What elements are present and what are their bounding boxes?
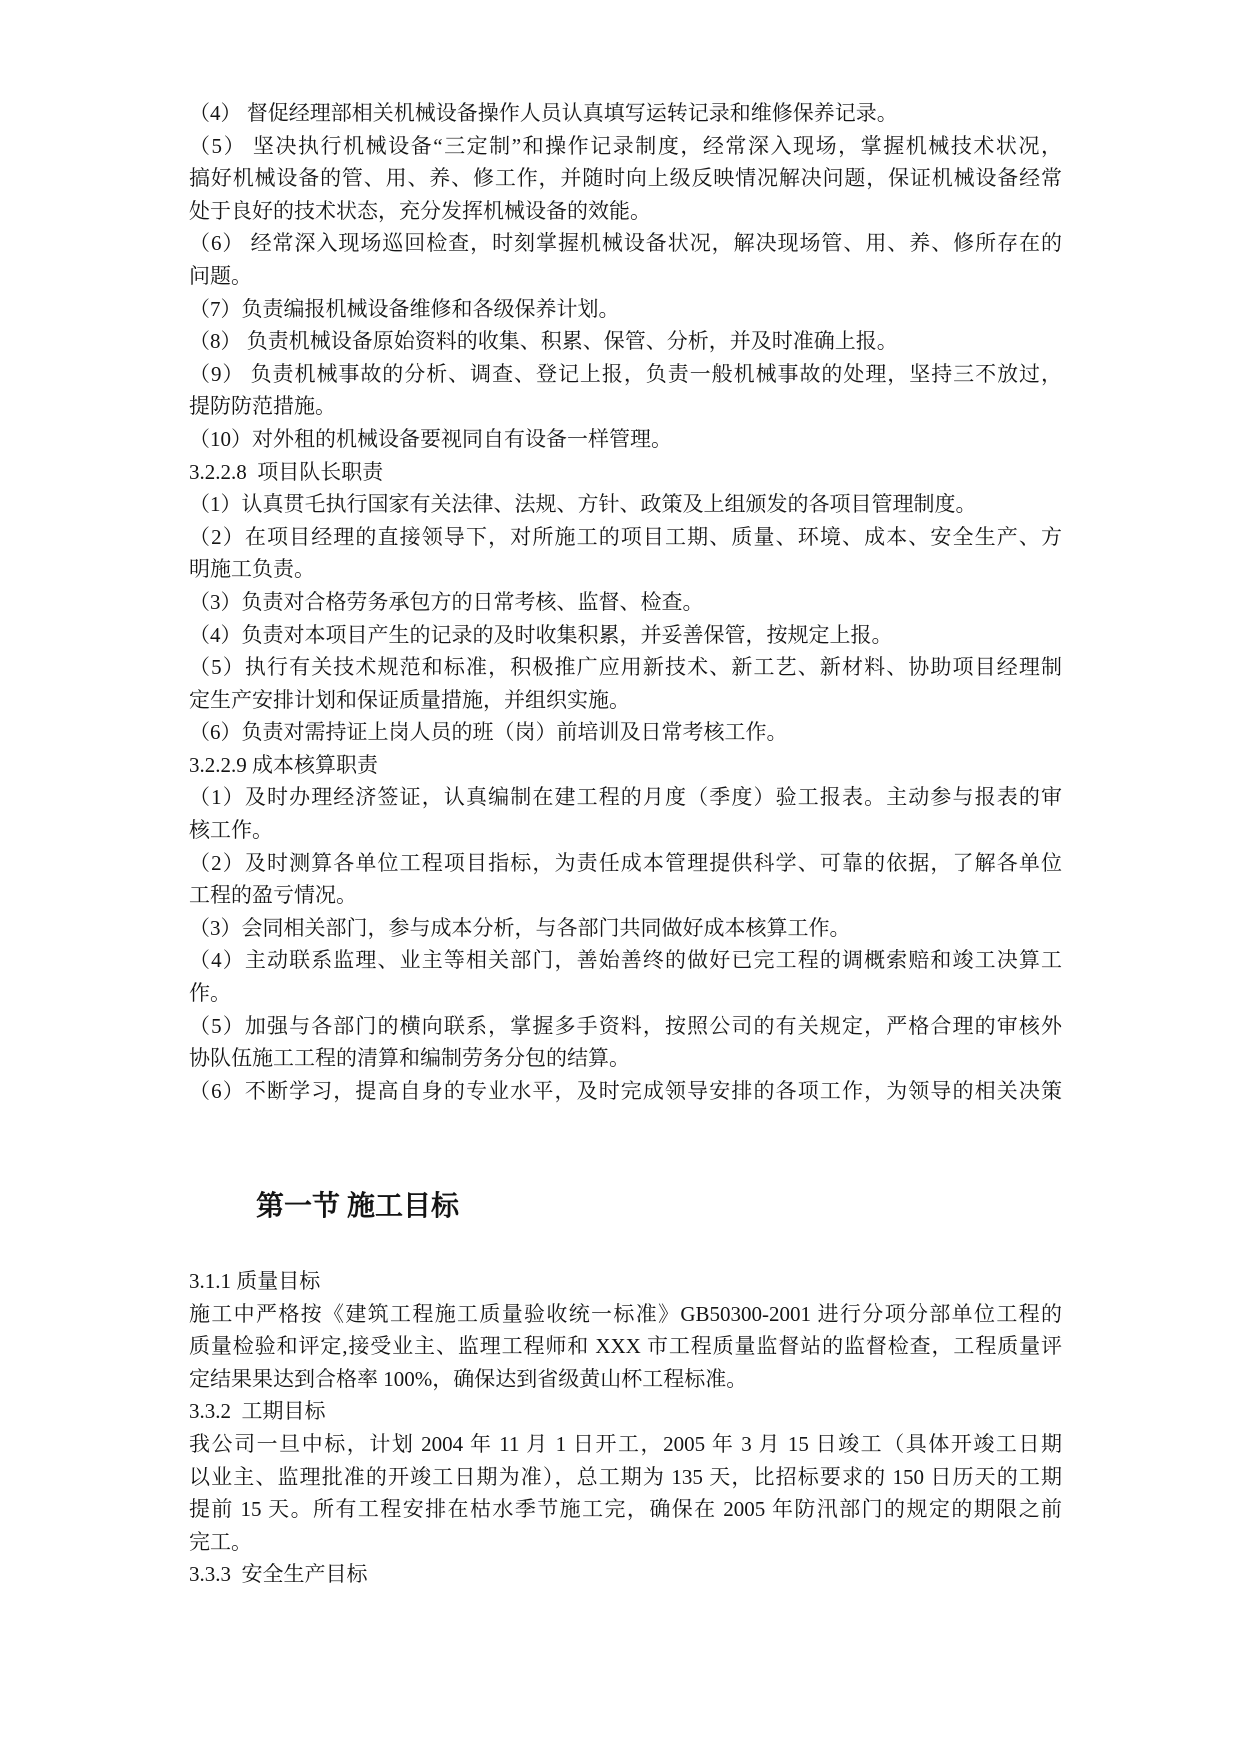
text-line: 提防防范措施。	[189, 394, 336, 419]
responsibilities-section	[189, 97, 1062, 1107]
text-line: （3）负责对合格劳务承包方的日常考核、监督、检查。	[189, 589, 704, 614]
duty-item	[189, 358, 1062, 423]
text-line: 处于良好的技术状态，充分发挥机械设备的效能。	[189, 198, 651, 223]
text-line: （4）负责对本项目产生的记录的及时收集积累，并妥善保管，按规定上报。	[189, 622, 893, 647]
duty-item	[189, 1075, 1062, 1108]
text-line: 完工。	[189, 1529, 252, 1554]
text-line: （10）对外租的机械设备要视同自有设备一样管理。	[189, 426, 672, 451]
text-line: 提前 15 天。所有工程安排在枯水季节施工完，确保在 2005 年防汛部门的规定的期限之前	[189, 1497, 1062, 1522]
text-line: （1）认真贯乇执行国家有关法律、法规、方针、政策及上组颁发的各项目管理制度。	[189, 492, 977, 517]
duty-item	[189, 912, 1062, 945]
duty-item	[189, 619, 1062, 652]
duty-item	[189, 423, 1062, 456]
duty-item	[189, 488, 1062, 521]
text-line: 作。	[189, 981, 231, 1006]
duty-item	[189, 521, 1062, 586]
text-line: （7）负责编报机械设备维修和各级保养计划。	[189, 296, 620, 321]
text-line: （2）在项目经理的直接领导下，对所施工的项目工期、质量、环境、成本、安全生产、方	[189, 524, 1062, 549]
duty-item	[189, 847, 1062, 912]
text-line: （1）及时办理经济签证，认真编制在建工程的月度（季度）验工报表。主动参与报表的审	[189, 785, 1062, 810]
text-line: 我公司一旦中标，计划 2004 年 11 月 1 日开工，2005 年 3 月 15 日竣工（具体开竣工日期	[189, 1431, 1062, 1456]
cost-accounting-duties	[189, 749, 1062, 1108]
quality-target	[189, 1265, 1062, 1395]
targets-section	[189, 1265, 1062, 1591]
text-line: （6）负责对需持证上岗人员的班（岗）前培训及日常考核工作。	[189, 720, 788, 745]
text-line: （5）执行有关技术规范和标准，积极推广应用新技术、新工艺、新材料、协助项目经理制	[189, 655, 1062, 680]
text-line: 施工中严格按《建筑工程施工质量验收统一标准》GB50300-2001 进行分项分部单位工程的	[189, 1301, 1062, 1326]
duty-item	[189, 293, 1062, 326]
text-line: （5） 坚决执行机械设备“三定制”和操作记录制度，经常深入现场，掌握机械技术状况，	[189, 133, 1062, 158]
text-line: （4） 督促经理部相关机械设备操作人员认真填写运转记录和维修保养记录。	[189, 101, 898, 125]
text-line: 明施工负责。	[189, 557, 315, 582]
section-heading: 3.1.1 质量目标	[189, 1269, 321, 1293]
text-line: 以业主、监理批准的开竣工日期为准），总工期为 135 天，比招标要求的 150 日历天的工期	[189, 1464, 1062, 1489]
duty-item	[189, 944, 1062, 1009]
section-heading: 3.3.2 工期目标	[189, 1399, 326, 1424]
section-title: 第一节 施工目标	[256, 1191, 460, 1222]
text-line: （2）及时测算各单位工程项目指标，为责任成本管理提供科学、可靠的依据，了解各单位	[189, 850, 1062, 875]
duty-item	[189, 227, 1062, 292]
text-line: （3）会同相关部门，参与成本分析，与各部门共同做好成本核算工作。	[189, 915, 851, 940]
duty-item	[189, 325, 1062, 358]
text-line: 定生产安排计划和保证质量措施，并组织实施。	[189, 687, 630, 712]
team-leader-duties	[189, 456, 1062, 749]
duty-item	[189, 97, 1062, 130]
section-heading: 3.2.2.9 成本核算职责	[189, 752, 378, 777]
text-line: （8） 负责机械设备原始资料的收集、积累、保管、分析，并及时准确上报。	[189, 329, 898, 354]
text-line: （4）主动联系监理、业主等相关部门，善始善终的做好已完工程的调概索赔和竣工决算工	[189, 948, 1062, 973]
duty-item	[189, 651, 1062, 716]
section-heading: 3.2.2.8 项目队长职责	[189, 459, 384, 484]
text-line: （9） 负责机械事故的分析、调查、登记上报，负责一般机械事故的处理，坚持三不放过，	[189, 361, 1062, 386]
duty-item	[189, 586, 1062, 619]
duty-item	[189, 716, 1062, 749]
machine-duties-list	[189, 97, 1062, 456]
text-line: 问题。	[189, 263, 252, 288]
text-line: （6）不断学习，提高自身的专业水平，及时完成领导安排的各项工作，为领导的相关决策	[189, 1078, 1062, 1103]
text-line: （6） 经常深入现场巡回检查，时刻掌握机械设备状况，解决现场管、用、养、修所存在的	[189, 231, 1062, 256]
text-line: 搞好机械设备的管、用、养、修工作，并随时向上级反映情况解决问题，保证机械设备经常	[189, 166, 1062, 191]
duty-item	[189, 781, 1062, 846]
text-line: （5）加强与各部门的横向联系，掌握多手资料，按照公司的有关规定，严格合理的审核外	[189, 1013, 1062, 1038]
text-line: 工程的盈亏情况。	[189, 883, 357, 908]
safety-target	[189, 1558, 1062, 1591]
text-line: 质量检验和评定,接受业主、监理工程师和 XXX 市工程质量监督站的监督检查，工程质量评	[189, 1334, 1062, 1359]
text-line: 协队伍施工工程的清算和编制劳务分包的结算。	[189, 1046, 630, 1071]
text-line: 定结果果达到合格率 100%，确保达到省级黄山杯工程标准。	[189, 1366, 748, 1391]
duty-item	[189, 130, 1062, 228]
section-heading: 3.3.3 安全生产目标	[189, 1562, 368, 1587]
schedule-target	[189, 1395, 1062, 1558]
text-line: 核工作。	[189, 818, 273, 843]
duty-item	[189, 1010, 1062, 1075]
